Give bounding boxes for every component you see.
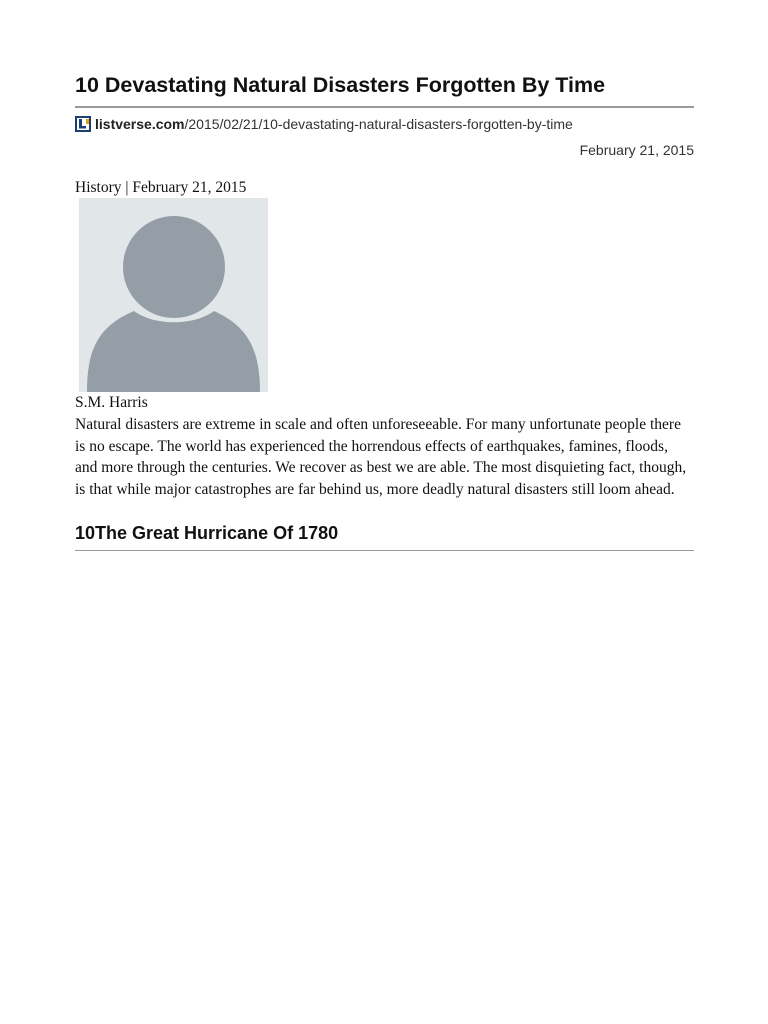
intro-paragraph: Natural disasters are extreme in scale and often unforeseeable. For many unfortunate people there is no escape. The world has experienced the horrendous effects of earthquakes, famines, floods, and more through the centuries. We recover as best we are able. The most disquieting fact, though, is that while major catastrophes are far behind us, more deadly natural disasters still loom ahead. bbox=[75, 416, 687, 498]
section-heading: 10The Great Hurricane Of 1780 bbox=[75, 523, 339, 543]
section-divider bbox=[75, 550, 694, 551]
person-silhouette-icon bbox=[79, 198, 268, 392]
article-page bbox=[75, 0, 694, 551]
category-date-line: History | February 21, 2015 bbox=[75, 179, 247, 196]
title-divider bbox=[75, 106, 694, 108]
article-title: 10 Devastating Natural Disasters Forgotten By Time bbox=[75, 73, 606, 97]
author-name: S.M. Harris bbox=[75, 394, 148, 411]
source-domain[interactable]: listverse.com bbox=[95, 116, 185, 132]
listverse-favicon-icon bbox=[75, 116, 91, 132]
source-link[interactable] bbox=[75, 114, 694, 134]
article-date: February 21, 2015 bbox=[579, 142, 694, 158]
source-path[interactable]: /2015/02/21/10-devastating-natural-disasters-forgotten-by-time bbox=[184, 116, 573, 132]
